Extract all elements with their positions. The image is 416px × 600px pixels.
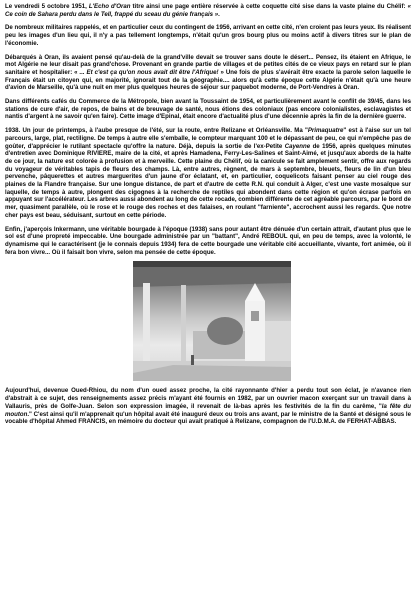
text-run: .	[218, 10, 220, 18]
kiosk-column-mid	[181, 285, 186, 361]
text-run: " est à l'aise sur un tel parcours, large, plat, rectiligne. De temps à autre elle s'emballe, le compteur marquant 100 et le dépassant de peu, ce qui n'empêche pas de goûter, d'apprécier le rutilant spectacle qu'offre la nature. Déjà, depuis la sortie de l'ex-Petite	[5, 127, 411, 150]
paragraph-inkermann: Enfin, j'aperçois Inkermann, une véritable bourgade à l'époque (1938) sans pour autant être dénuée d'un certain attrait, d'autant plus que le sol est d'une propreté impeccable. Une bourgade administrée par un "battant", André REBOUL qui, en peu de temps, avec la volonté, le dynamisme qui le caractérisent (je le connais depuis 1934) fera de cette bourgade une véritable cité accueillante, vivante, fort animée, où il fera bon vivre... Où il faisait bon vivre, selon ma pensée de cette époque.	[5, 225, 411, 256]
text-run: Débarqués à Oran, ils avaient pensé qu'au-delà de la grand'ville devait se trouver sans doute le désert... Pensez, ils étaient en Afrique, le mot Algérie ne leur disait pas grand'chose. Provenant en grande partie de villages et de petites cités de ce vieux pays en retard sur le plan sanitaire et hospitalier: «	[5, 53, 411, 76]
text-run: de 1956, après quelques minutes d'entretien avec Dominique RIVIERE, maire de la cité, et après Hamadena, Ferry-Les-Salines et Saint-Aimé, et jusqu'aux abords de la halte de ce jour, la nature est colorée à profusion et à merveille. Cette plaine du Chélif, où la canicule se fait amplement sentir, offre aux regards du voyageur de véritables tapis de fleurs des champs. Là, entre autres, règnent, de mars à septembre, bleuets, fleurs de lin d'un bleu pervenche, pâquerettes et autres marguerites d'un jaune d'or éclatant, et, en particulier, coquelicots faisant penser au ciel rouge des plaines de la Flandre française. Sur une longue distance, de part et d'autre de cette R.N. qui conduit à Alger, c'est une vaste mosaïque sur laquelle, de temps à autre, plongent des cigognes à la recherche de reptiles qui abondent dans cette région et qu'on écrase parfois en appuyant sur l'accélérateur. Les arbres aussi abondent au long de cette rocade, combien différente de cet agréable parcours, par le bord de mer, quasiment parallèle, où le rose et le rouge des roches et des falaises, en roulant "farniente", accrochent aussi les regards. Que notre cher pays est beau, séduisant, surtout en cette période.	[5, 142, 411, 219]
photo-church-square	[133, 261, 291, 381]
paragraph-today	[5, 387, 411, 426]
tree-canopy	[207, 317, 243, 345]
text-run: Aujourd'hui, devenue Oued-Rhiou, du nom d'un oued assez proche, la cité rayonnante d'hier a perdu tout son éclat, je n'avance rien d'abstrait à ce sujet, des renseignements assez précis m'ayant été fournis en 1982, par un ouvrier macon exerçant sur un travail dans à Vallauris, près de Golfe-Juan. Selon son expression imagée, il revenait de là-bas après les festivités de la fin du carême, "	[5, 387, 411, 410]
paragraph-1938-road	[5, 127, 411, 219]
church-tower	[245, 301, 265, 361]
text-run: 1938. Un jour de printemps, à l'aube presque de l'été, sur la route, entre Relizane et Orléansville. Ma "	[5, 127, 308, 135]
newspaper-title: L'Echo d'Oran	[88, 3, 131, 10]
quote-africa: ... Et c'est ça qu'on nous avait dit être l'Afrique!	[79, 68, 219, 76]
text-run: titre ainsi une page entière réservée à cette coquette cité sise dans la vaste plaine du Chélif:	[130, 3, 408, 10]
church-nave	[265, 321, 291, 361]
text-run: Le vendredi 5 octobre 1951,	[5, 3, 89, 10]
text-run: ." C'est ainsi qu'il m'apprenait qu'un hôpital avait été inauguré deux ou trois ans avant, par le ministre de la Santé et désigné sous le vocable d'hôpital Ahmed FRANCIS, en mémoire du docteur qui avait pratiqué à Relizane, compagnon de l'U.D.M.A. de FERHAT-ABBAS.	[5, 410, 411, 426]
paragraph-oran	[5, 54, 411, 93]
church-window	[251, 311, 259, 321]
figure-person	[191, 355, 194, 365]
paragraph-intro	[5, 3, 411, 18]
paragraph-soldiers: De nombreux militaires rappelés, et en particulier ceux du contingent de 1956, arrivant en cette cité, n'en croient pas leurs yeux. Ils réalisent peu les images d'un lieu qui, il n'y a pas tellement longtemps, n'était qu'un gros bourg plus ou moins actif à divers titres sur le plan de l'économie.	[5, 24, 411, 47]
newspaper-headline-quote: « Ce coin de Sahara perdu dans le Tell, frappé du sceau du génie français »	[5, 3, 411, 18]
place-cayenne: Cayenne	[284, 142, 311, 150]
paragraph-cafes: Dans différents cafés du Commerce de la Métropole, bien avant la Toussaint de 1954, et particulièrement avant le conflit de 39/45, dans les stations de cure d'air, de repos, de bains et de breuvage de santé, nous étions des coloniaux (pas encore colonialistes, esclavagistes et nantis d'argent à ne savoir qu'en faire). Cette image d'Epinal, était encore d'actualité plus d'une décennie après la fin de la dernière guerre.	[5, 98, 411, 121]
text-run: » Une fois de plus s'avérait être exacte la parole selon laquelle le Français était un citoyen qui, en majorité, ignorait tout de la géographie.... alors qu'à cette époque cette Algérie n'était qu'à une heure d'avion de Marseille, qu'à une nuit en mer plus quelques heures de séjour sur paquebot moderne, de Port-Vendres à Oran.	[5, 68, 411, 92]
church-spire	[245, 283, 265, 301]
car-name: Primaquatre	[307, 127, 344, 135]
photo-illustration	[133, 261, 291, 381]
quote-feast: la fête du mouton	[5, 402, 412, 418]
kiosk-roof	[133, 267, 291, 287]
